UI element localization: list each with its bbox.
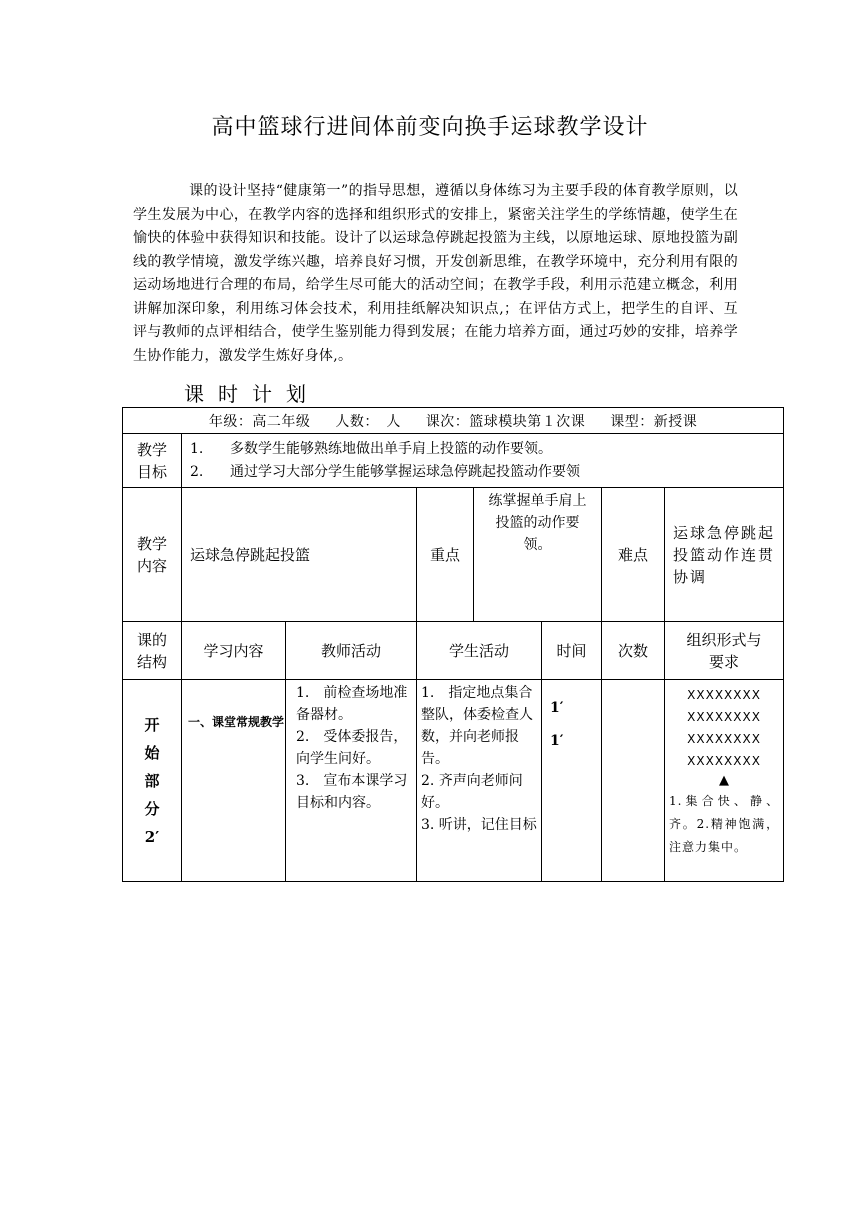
stage-duration: 2′ bbox=[144, 827, 160, 846]
plan-title: 课时计划 bbox=[184, 382, 320, 406]
teacher-position-icon: ▲ bbox=[719, 773, 730, 788]
teacher-activities bbox=[286, 680, 417, 882]
key-text: 练掌握单手肩上投篮的动作要领。 bbox=[474, 488, 602, 622]
stage-cell bbox=[123, 680, 182, 882]
goals-label-cell bbox=[123, 434, 182, 488]
header-teacher: 教师活动 bbox=[286, 622, 417, 680]
student-activities bbox=[417, 680, 542, 882]
formation-row: XXXXXXXX bbox=[687, 710, 761, 724]
intro-text: 课的设计坚持“健康第一”的指导思想，遵循以身体练习为主要手段的体育教学原则，以学生发展为中心，在教学内容的选择和组织形式的安排上，紧密关注学生的学练情趣，使学生在愉快的体验中获得知识和技能。设计了以运球急停跳起投篮为主线，以原地运球、原地投篮为副线的教学情境，激发学练兴趣，培养良好习惯，开发创新思维，在教学环境中，充分利用有限的运动场地进行合理的布局，给学生尽可能大的活动空间；在教学手段，利用示范建立概念，利用讲解加深印象，利用练习体会技术，利用挂纸解决知识点,；在评估方式上，把学生的自评、互评与教师的点评相结合，使学生鉴别能力得到发展；在能力培养方面，通过巧妙的安排，培养学生协作能力，激发学生炼好身体,。 bbox=[133, 183, 738, 364]
lesson-plan-table bbox=[122, 407, 784, 882]
count-label: 人数： 人 bbox=[335, 413, 401, 430]
teacher-activity: 2. 受体委报告，向学生问好。 bbox=[296, 729, 408, 767]
goal-item: 2. 通过学习大部分学生能够掌握运球急停跳起投篮动作要领 bbox=[190, 463, 580, 480]
difficulty-label: 难点 bbox=[602, 488, 665, 622]
goal-item: 1. 多数学生能够熟练地做出单手肩上投篮的动作要领。 bbox=[190, 440, 552, 457]
requirements-text: 1.集合快、静、齐。2.精神饱满，注意力集中。 bbox=[669, 794, 780, 854]
formation-row: XXXXXXXX bbox=[687, 688, 761, 702]
document-title: 高中篮球行进间体前变向换手运球教学设计 bbox=[211, 115, 649, 140]
content-text: 运球急停跳起投篮 bbox=[182, 488, 417, 622]
header-content: 学习内容 bbox=[182, 622, 286, 680]
header-time: 时间 bbox=[542, 622, 602, 680]
key-label: 重点 bbox=[417, 488, 474, 622]
stage-char: 分 bbox=[144, 799, 160, 818]
meta-row bbox=[123, 408, 784, 434]
header-organization: 组织形式与要求 bbox=[665, 622, 784, 680]
header-count: 次数 bbox=[602, 622, 665, 680]
time-cell bbox=[542, 680, 602, 882]
goals-cell bbox=[182, 434, 784, 488]
formation-row: XXXXXXXX bbox=[687, 754, 761, 768]
content-label-cell bbox=[123, 488, 182, 622]
teacher-activity: 1. 前检查场地准备器材。 bbox=[296, 685, 408, 723]
stage-char: 始 bbox=[144, 743, 160, 762]
time-value: 1′ bbox=[550, 733, 564, 749]
formation-row: XXXXXXXX bbox=[687, 732, 761, 746]
type-label: 课型：新授课 bbox=[610, 413, 698, 430]
header-structure: 课的结构 bbox=[123, 622, 182, 680]
stage-char: 开 bbox=[144, 715, 160, 734]
stage-char: 部 bbox=[144, 771, 160, 790]
intro-paragraph bbox=[133, 180, 738, 368]
goals-label: 教学目标 bbox=[136, 440, 167, 481]
time-value: 1′ bbox=[550, 700, 564, 716]
header-student: 学生活动 bbox=[417, 622, 542, 680]
grade-label: 年级：高二年级 bbox=[208, 413, 311, 430]
teacher-activity: 3. 宣布本课学习目标和内容。 bbox=[296, 773, 408, 811]
student-activity: 1. 指定地点集合整队，体委检查人数，并向老师报告。 bbox=[421, 685, 533, 767]
student-activity: 2. 齐声向老师问好。 bbox=[421, 773, 523, 811]
count-cell bbox=[602, 680, 665, 882]
content-label: 教学内容 bbox=[136, 534, 167, 575]
lesson-label: 课次：篮球模块第１次课 bbox=[425, 413, 586, 430]
stage-content: 一、课堂常规教学 bbox=[182, 680, 286, 882]
organization-cell bbox=[665, 680, 784, 882]
student-activity: 3. 听讲，记住目标 bbox=[421, 817, 537, 833]
difficulty-text: 运球急停跳起投篮动作连贯协调 bbox=[665, 488, 784, 622]
